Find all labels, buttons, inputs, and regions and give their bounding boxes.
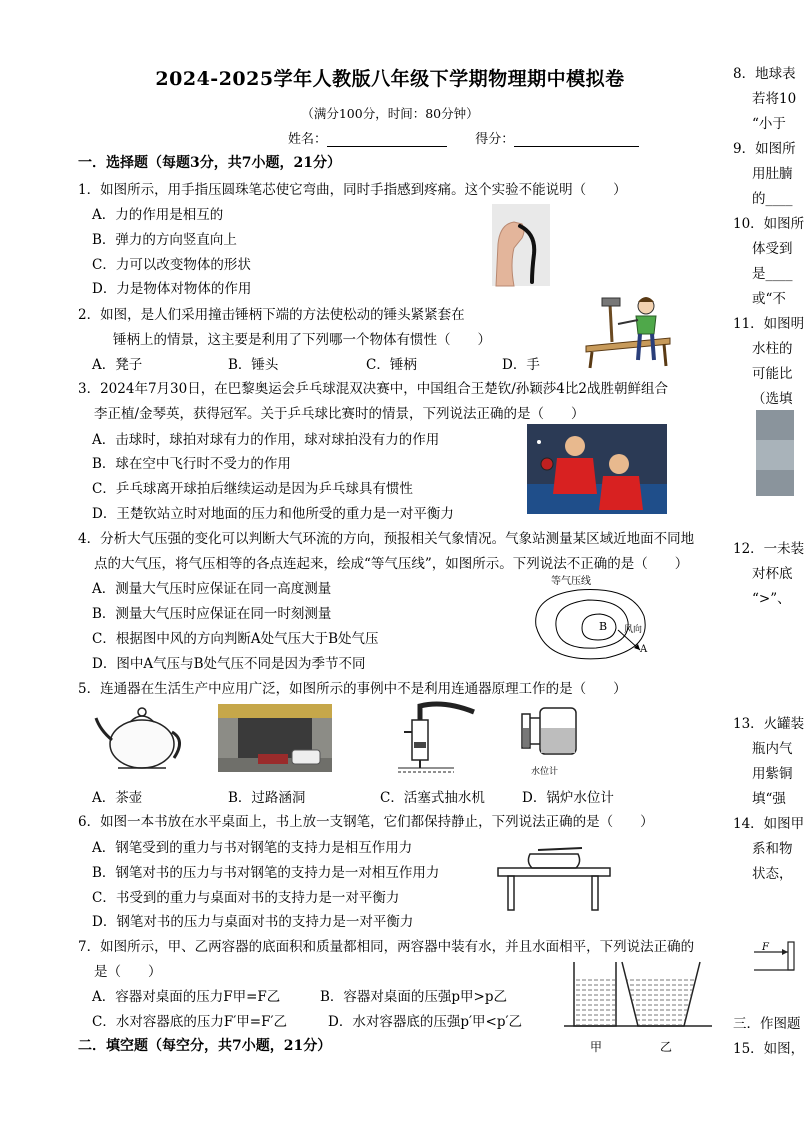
q3-option-a[interactable]: A．击球时，球拍对球有力的作用，球对球拍没有力的作用	[92, 432, 440, 448]
two-containers-figure	[564, 958, 712, 1032]
q4-stem-line1: 4．分析大气压强的变化可以判断大气环流的方向，预报相关气象情况。气象站测量某区域近地面不同地	[78, 531, 695, 547]
right-column-fragment: 12．一未装	[733, 541, 804, 557]
q1-option-d[interactable]: D．力是物体对物体的作用	[92, 281, 252, 297]
q6-option-c[interactable]: C．书受到的重力与桌面对书的支持力是一对平衡力	[92, 890, 400, 906]
boiler-gauge-figure	[514, 704, 586, 764]
score-label: 得分：	[475, 132, 515, 147]
q6-option-d[interactable]: D．钢笔对书的压力与桌面对书的支持力是一对平衡力	[92, 914, 414, 930]
right-column-fragment: 系和物	[752, 841, 793, 857]
right-column-fragment: 9．如图所	[733, 141, 796, 157]
q5-option-d[interactable]: D．锅炉水位计	[522, 790, 614, 806]
q2-stem-line2: 锤柄上的情景，这主要是利用了下列哪一个物体有惯性（ ）	[113, 332, 491, 348]
right-column-photo	[756, 410, 794, 496]
isobar-wind-label: 风向	[624, 625, 643, 635]
right-column-fragment: 三．作图题	[733, 1016, 801, 1032]
name-blank[interactable]	[327, 132, 447, 147]
container-label-jia: 甲	[590, 1040, 603, 1054]
q3-option-c[interactable]: C．乒乓球离开球拍后继续运动是因为乒乓球具有惯性	[92, 481, 413, 497]
q1-option-a[interactable]: A．力的作用是相互的	[92, 207, 224, 223]
right-column-fragment: 体受到	[752, 241, 793, 257]
q5-option-c[interactable]: C．活塞式抽水机	[380, 790, 485, 806]
right-column-fragment: 瓶内气	[752, 741, 793, 757]
q3-option-d[interactable]: D．王楚钦站立时对地面的压力和他所受的重力是一对平衡力	[92, 506, 454, 522]
right-column-fragment: 或“不	[752, 291, 786, 307]
q2-option-b[interactable]: B．锤头	[228, 357, 279, 373]
score-blank[interactable]	[514, 132, 639, 147]
q7-option-d[interactable]: D．水对容器底的压强p′甲<p′乙	[328, 1014, 523, 1030]
q7-stem-line2: 是（ ）	[94, 964, 162, 980]
q7-option-a[interactable]: A．容器对桌面的压力F甲=F乙	[92, 989, 281, 1005]
right-column-fragment: 水柱的	[752, 341, 793, 357]
right-column-fragment: “小于	[752, 116, 786, 132]
right-column-force-figure	[754, 940, 794, 976]
page-subtitle: （满分100分，时间：80分钟）	[301, 106, 479, 121]
right-column-fragment: 15．如图，	[733, 1041, 804, 1057]
gauge-label: 水位计	[531, 767, 559, 777]
right-column-fragment: 若将10	[752, 91, 797, 107]
right-column-fragment: 状态，	[752, 866, 793, 882]
q5-option-a[interactable]: A．茶壶	[92, 790, 143, 806]
isobar-figure-title: 等气压线	[551, 576, 591, 587]
right-column-fragment: 用紫铜	[752, 766, 793, 782]
right-column-fragment: 的____	[752, 191, 793, 207]
right-column-fragment: 填“强	[752, 791, 786, 807]
right-column-fragment: 8．地球表	[733, 66, 796, 82]
culvert-photo	[218, 704, 332, 772]
section-2-heading: 二．填空题（每空分，共7小题，21分）	[78, 1038, 332, 1054]
q7-option-b[interactable]: B．容器对桌面的压强p甲>p乙	[320, 989, 508, 1005]
q4-option-a[interactable]: A．测量大气压时应保证在同一高度测量	[92, 581, 332, 597]
q4-option-c[interactable]: C．根据图中风的方向判断A处气压大于B处气压	[92, 631, 379, 647]
q3-stem-line2: 李正植/金琴英，获得冠军。关于乒乓球比赛时的情景，下列说法正确的是（ ）	[94, 406, 585, 422]
right-column-fragment: 可能比	[752, 366, 793, 382]
hammer-cartoon	[582, 294, 676, 370]
q1-option-c[interactable]: C．力可以改变物体的形状	[92, 257, 251, 273]
q5-option-b[interactable]: B．过路涵洞	[228, 790, 306, 806]
q6-option-b[interactable]: B．钢笔对书的压力与书对钢笔的支持力是一对相互作用力	[92, 865, 440, 881]
table-tennis-photo	[527, 424, 667, 514]
name-score-row	[288, 128, 639, 147]
q6-stem: 6．如图一本书放在水平桌面上，书上放一支钢笔，它们都保持静止，下列说法正确的是（ ）	[78, 814, 654, 830]
q5-stem: 5．连通器在生活生产中应用广泛，如图所示的事例中不是利用连通器原理工作的是（ ）	[78, 681, 627, 697]
q7-stem-line1: 7．如图所示，甲、乙两容器的底面积和质量都相同，两容器中装有水，并且水面相平，下列说法正确的	[78, 939, 695, 955]
right-column-fragment: 13．火罐装	[733, 716, 804, 732]
q2-stem-line1: 2．如图，是人们采用撞击锤柄下端的方法使松动的锤头紧紧套在	[78, 307, 465, 323]
name-label: 姓名：	[288, 132, 328, 147]
q7-option-c[interactable]: C．水对容器底的压力F′甲=F′乙	[92, 1014, 288, 1030]
q1-stem: 1．如图所示，用手指压圆珠笔芯使它弯曲，同时手指感到疼痛。这个实验不能说明（ ）	[78, 182, 627, 198]
finger-pen-photo	[492, 204, 550, 286]
q4-option-d[interactable]: D．图中A气压与B处气压不同是因为季节不同	[92, 656, 366, 672]
teapot-figure	[94, 700, 186, 774]
right-column-fragment: 对杯底	[752, 566, 793, 582]
container-label-yi: 乙	[660, 1040, 673, 1054]
q2-option-a[interactable]: A．凳子	[92, 357, 143, 373]
q3-option-b[interactable]: B．球在空中飞行时不受力的作用	[92, 456, 291, 472]
q4-stem-line2: 点的大气压，将气压相等的各点连起来，绘成“等气压线”，如图所示。下列说法不正确的是（ ）	[94, 556, 689, 572]
q1-option-b[interactable]: B．弹力的方向竖直向上	[92, 232, 237, 248]
isobar-label-a: A	[640, 644, 648, 655]
piston-pump-figure	[384, 702, 484, 774]
q4-option-b[interactable]: B．测量大气压时应保证在同一时刻测量	[92, 606, 332, 622]
right-column-fragment: 用肚腩	[752, 166, 793, 182]
section-1-heading: 一．选择题（每题3分，共7小题，21分）	[78, 155, 341, 171]
right-column-fragment: “>”、	[752, 591, 791, 607]
page-title: 2024-2025学年人教版八年级下学期物理期中模拟卷	[155, 68, 625, 90]
q6-option-a[interactable]: A．钢笔受到的重力与书对钢笔的支持力是相互作用力	[92, 840, 413, 856]
right-column-fragment: （选填	[752, 391, 793, 407]
book-pen-table-figure	[496, 840, 612, 912]
right-force-label: F	[762, 942, 769, 953]
right-column-fragment: 11．如图明	[733, 316, 804, 332]
right-column-fragment: 是____	[752, 266, 793, 282]
q2-option-d[interactable]: D．手	[502, 357, 540, 373]
isobar-label-b: B	[599, 620, 608, 633]
right-column-fragment: 14．如图甲	[733, 816, 804, 832]
right-column-fragment: 10．如图所	[733, 216, 804, 232]
q3-stem-line1: 3．2024年7月30日，在巴黎奥运会乒乓球混双决赛中，中国组合王楚钦/孙颖莎4比2战胜朝鲜组合	[78, 381, 668, 397]
q2-option-c[interactable]: C．锤柄	[366, 357, 417, 373]
